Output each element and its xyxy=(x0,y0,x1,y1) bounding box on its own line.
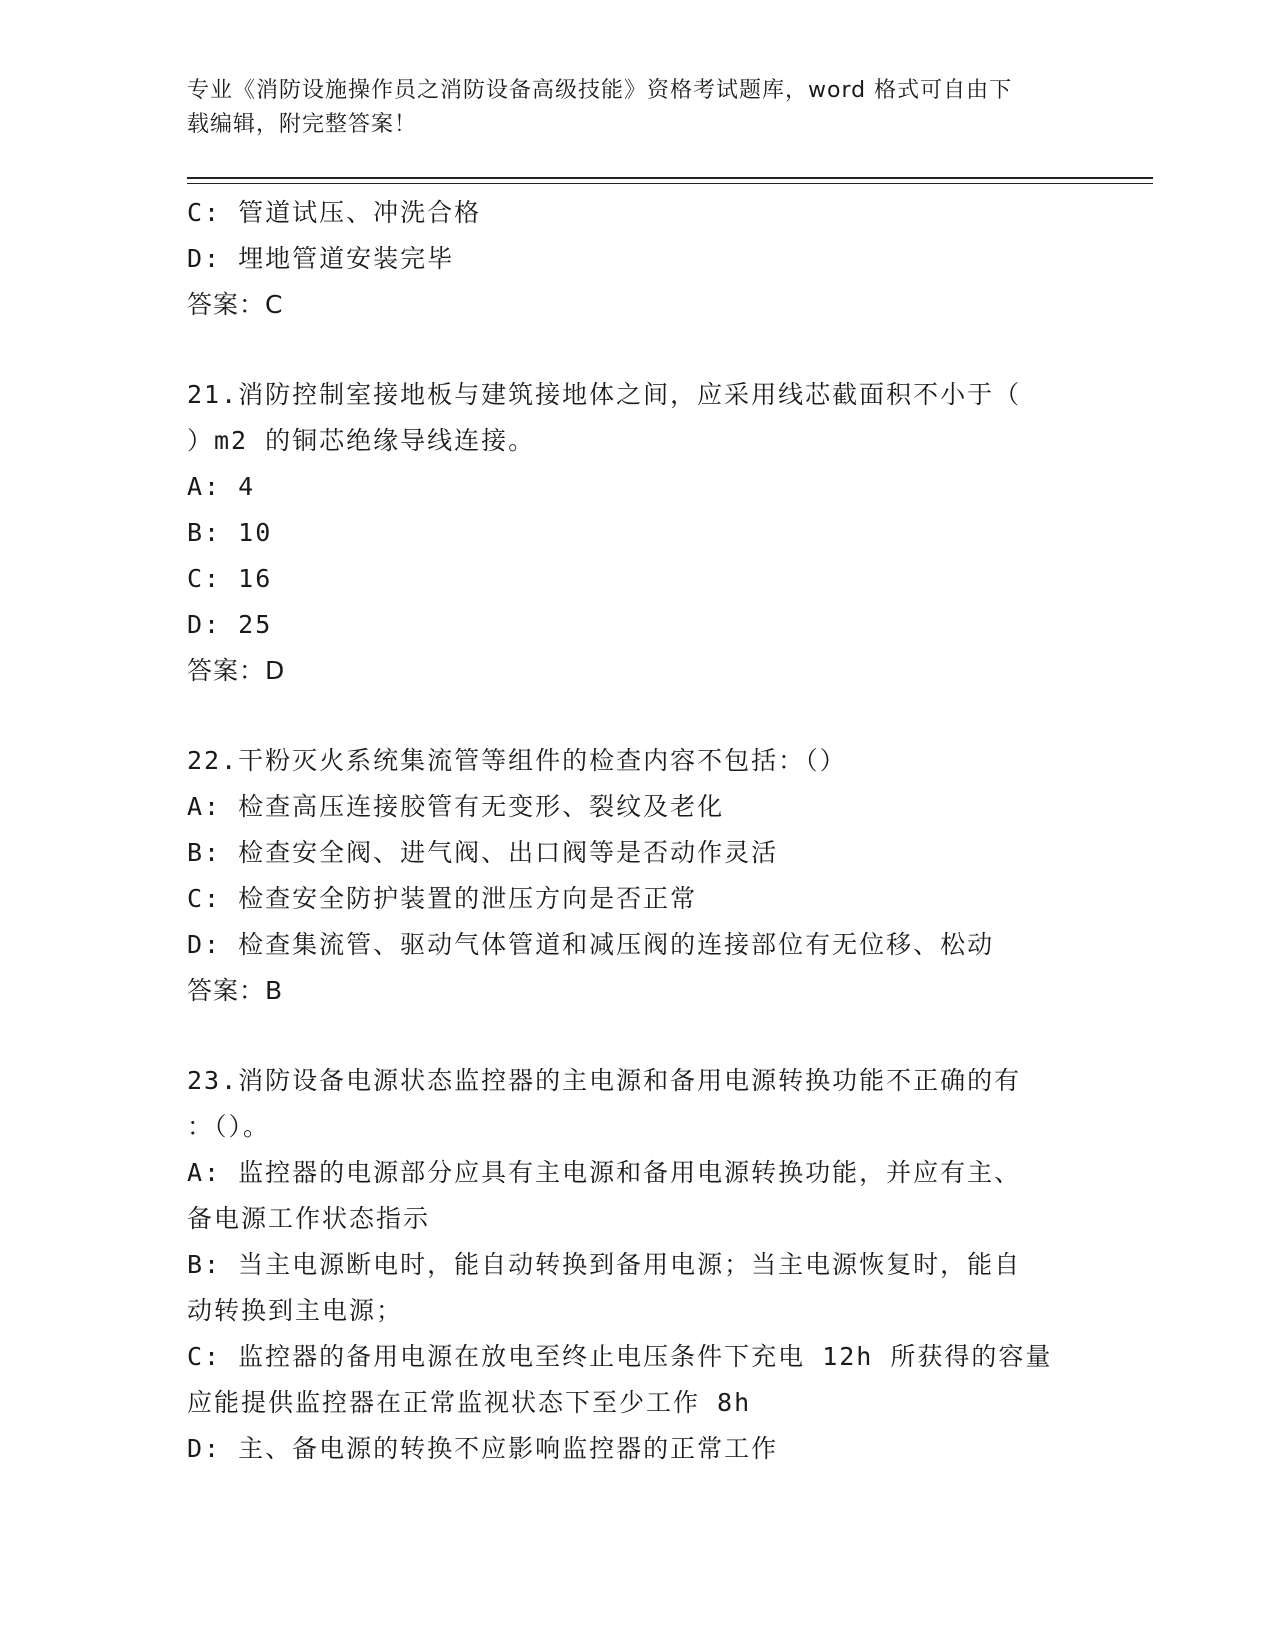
question-22 xyxy=(187,738,1087,1014)
q22-option-c: C: 检查安全防护装置的泄压方向是否正常 xyxy=(187,884,698,913)
q23-option-b-line-2: 动转换到主电源； xyxy=(187,1296,404,1325)
q21-option-b: B: 10 xyxy=(187,518,273,547)
q21-option-c: C: 16 xyxy=(187,564,273,593)
q22-option-d: D: 检查集流管、驱动气体管道和减压阀的连接部位有无位移、松动 xyxy=(187,930,995,959)
q23-option-a-line-2: 备电源工作状态指示 xyxy=(187,1204,431,1233)
q23-option-a-line-1: A: 监控器的电源部分应具有主电源和备用电源转换功能，并应有主、 xyxy=(187,1158,1022,1187)
spacer xyxy=(187,694,1087,738)
q22-stem-line-1: 22.干粉灭火系统集流管等组件的检查内容不包括：（） xyxy=(187,746,847,775)
q21-option-a: A: 4 xyxy=(187,472,256,501)
q20-option-c: C: 管道试压、冲洗合格 xyxy=(187,198,482,227)
question-23 xyxy=(187,1058,1087,1472)
q22-option-b: B: 检查安全阀、进气阀、出口阀等是否动作灵活 xyxy=(187,838,779,867)
header-line-2: 载编辑，附完整答案！ xyxy=(187,112,418,137)
header-rule-thick xyxy=(187,177,1153,179)
header-line-1: 专业《消防设施操作员之消防设备高级技能》资格考试题库，word 格式可自由下 xyxy=(187,78,1013,103)
header-rule-thin xyxy=(187,183,1153,184)
q21-stem-line-1: 21.消防控制室接地板与建筑接地体之间，应采用线芯截面积不小于（ xyxy=(187,380,1022,409)
q20-answer: 答案：C xyxy=(187,290,284,319)
q21-option-d: D: 25 xyxy=(187,610,273,639)
q23-stem-line-1: 23.消防设备电源状态监控器的主电源和备用电源转换功能不正确的有 xyxy=(187,1066,1022,1095)
q20-option-d: D: 埋地管道安装完毕 xyxy=(187,244,455,273)
q23-option-c-line-1: C: 监控器的备用电源在放电至终止电压条件下充电 12h 所获得的容量 xyxy=(187,1342,1053,1371)
question-20-tail xyxy=(187,190,1087,328)
q23-option-d: D: 主、备电源的转换不应影响监控器的正常工作 xyxy=(187,1434,779,1463)
q23-option-b-line-1: B: 当主电源断电时，能自动转换到备用电源；当主电源恢复时，能自 xyxy=(187,1250,1022,1279)
q21-answer: 答案：D xyxy=(187,656,286,685)
q22-option-a: A: 检查高压连接胶管有无变形、裂纹及老化 xyxy=(187,792,725,821)
question-content xyxy=(187,190,1087,1472)
q23-option-c-line-2: 应能提供监控器在正常监视状态下至少工作 8h xyxy=(187,1388,752,1417)
q22-answer: 答案：B xyxy=(187,976,284,1005)
q23-stem-line-2: ：（）。 xyxy=(187,1112,271,1141)
q21-stem-line-2: ）m2 的铜芯绝缘导线连接。 xyxy=(187,426,536,455)
spacer xyxy=(187,328,1087,372)
spacer xyxy=(187,1014,1087,1058)
page-header xyxy=(187,74,1067,142)
question-21 xyxy=(187,372,1087,694)
